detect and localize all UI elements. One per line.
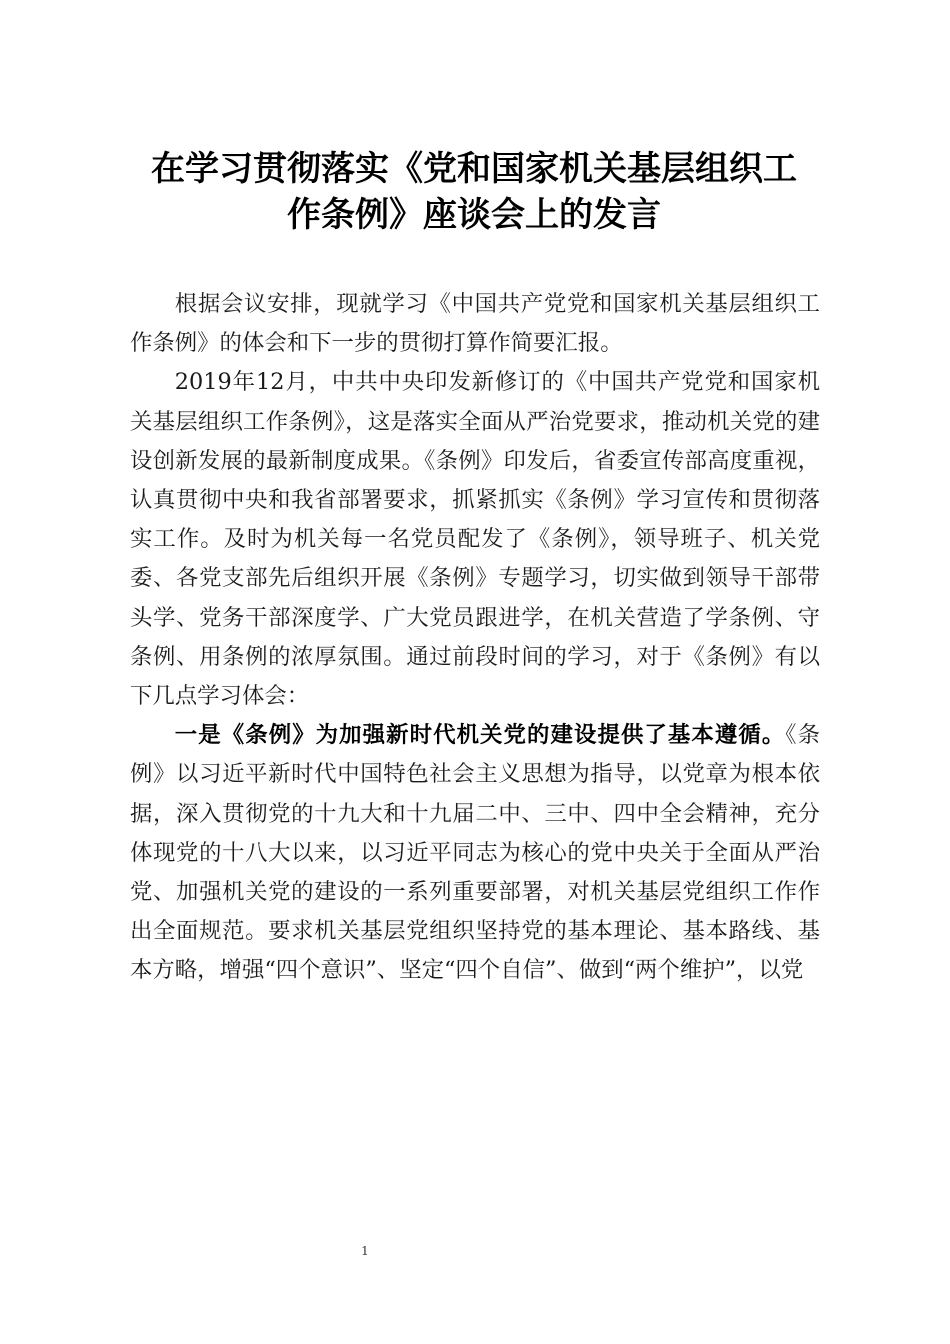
paragraph-background: 2019年12月，中共中央印发新修订的《中国共产党党和国家机关基层组织工作条例》，这是落实全面从严治党要求，推动机关党的建设创新发展的最新制度成果。《条例》印发后，省委宣传部高度重视，认真贯彻中央和我省部署要求，抓紧抓实《条例》学习宣传和贯彻落实工作。及时为机关每一名党员配发了《条例》，领导班子、机关党委、各党支部先后组织开展《条例》专题学习，切实做到领导干部带头学、党务干部深度学、广大党员跟进学，在机关营造了学条例、守条例、用条例的浓厚氛围。通过前段时间的学习，对于《条例》有以下几点学习体会： xyxy=(130,369,820,710)
title-line-2: 作条例》座谈会上的发言 xyxy=(287,195,661,235)
document-body xyxy=(130,285,820,991)
point-one-text: 《条例》以习近平新时代中国特色社会主义思想为指导，以党章为根本依据，深入贯彻党的十九大和十九届二中、三中、四中全会精神，充分体现党的十八大以来，以习近平同志为核心的党中央关于全面从严治党、加强机关党的建设的一系列重要部署，对机关基层党组织工作作出全面规范。要求机关基层党组织坚持党的基本理论、基本路线、基本方略，增强“四个意识”、坚定“四个自信”、做到“两个维护”，以党 xyxy=(130,722,821,984)
title-line-1: 在学习贯彻落实《党和国家机关基层组织工 xyxy=(151,149,797,189)
paragraph-point-one xyxy=(130,716,820,990)
page-number: 1 xyxy=(361,1244,369,1258)
point-one-heading: 一是《条例》为加强新时代机关党的建设提供了基本遵循。 xyxy=(174,722,786,749)
paragraph-intro: 根据会议安排，现就学习《中国共产党党和国家机关基层组织工作条例》的体会和下一步的贯彻打算作简要汇报。 xyxy=(130,291,820,357)
document-title xyxy=(128,146,820,238)
